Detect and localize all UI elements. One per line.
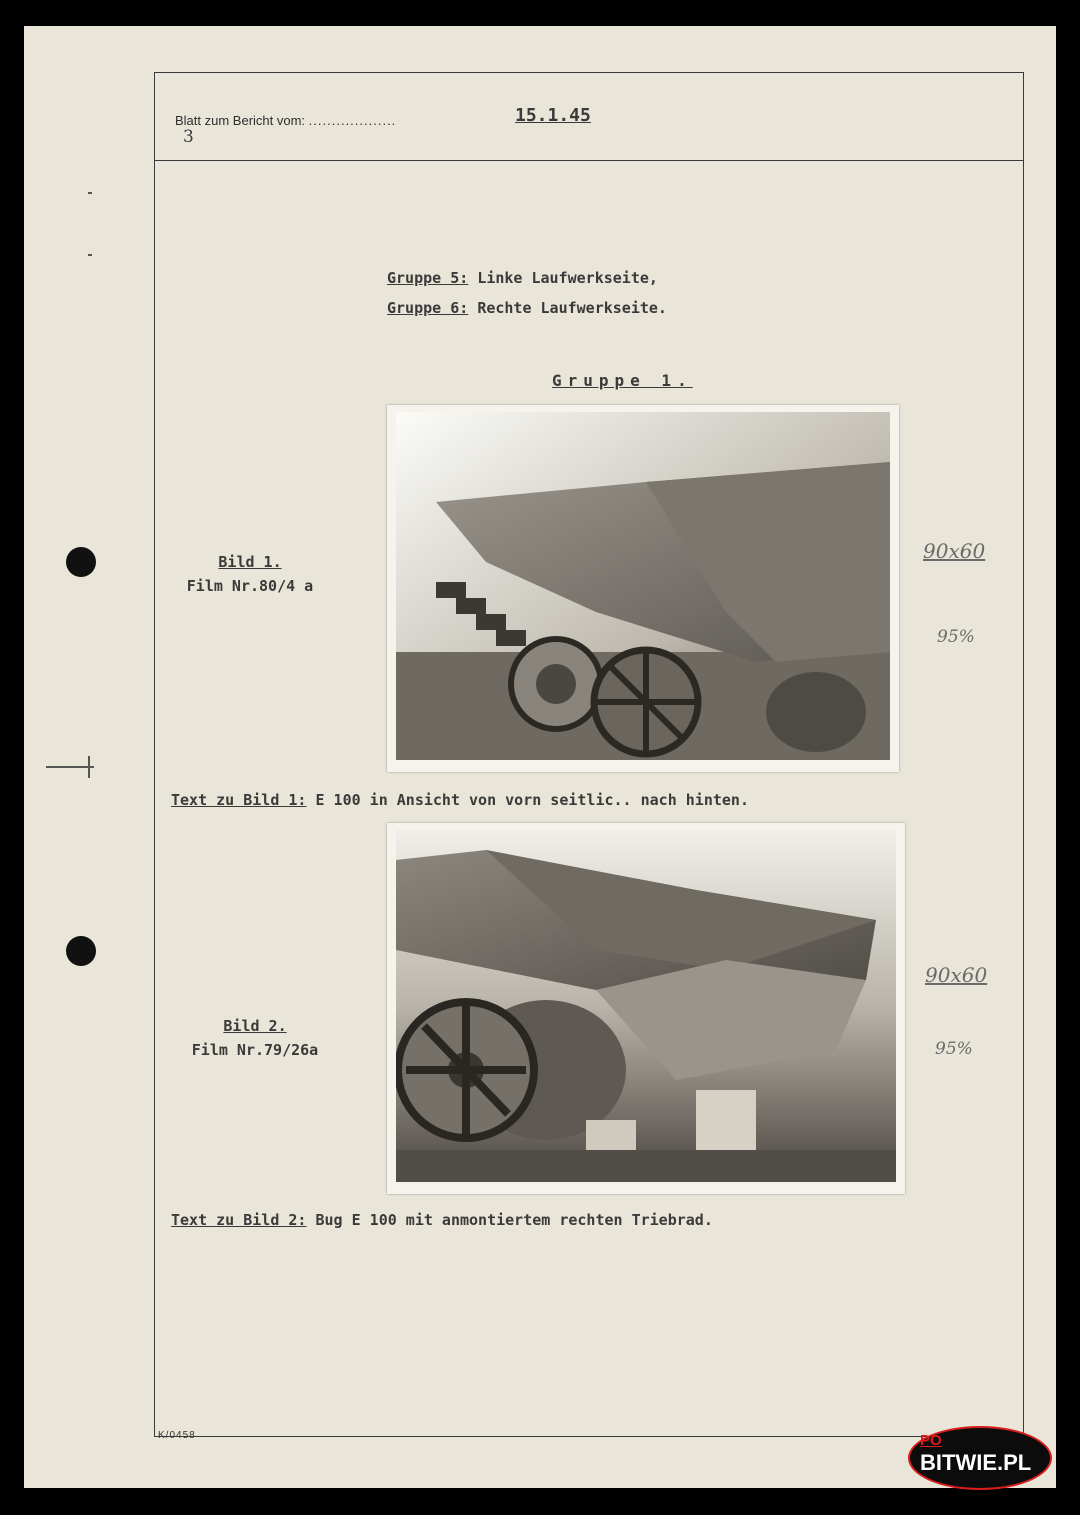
group-5-text: Linke Laufwerkseite, xyxy=(477,269,658,287)
watermark-logo xyxy=(908,1426,1052,1490)
photo-2-image xyxy=(396,830,896,1182)
photo-2-percent-note: 95% xyxy=(935,1039,973,1059)
group-5-label: Gruppe 5: xyxy=(387,269,469,287)
photo-1-size-note: 90x60 xyxy=(923,539,986,563)
photo-2-title: Bild 2. xyxy=(223,1017,287,1035)
photo-1-image xyxy=(396,412,890,760)
report-dots: ................... xyxy=(308,113,397,128)
photo-1 xyxy=(387,405,899,772)
watermark-main: BITWIE.PL xyxy=(920,1450,1032,1475)
group-6-text: Rechte Laufwerkseite. xyxy=(477,299,667,317)
fold-mark xyxy=(88,756,90,778)
photo-2-film: Film Nr.79/26a xyxy=(191,1041,319,1059)
photo-2-caption-label: Text zu Bild 2: xyxy=(171,1211,307,1229)
report-label xyxy=(175,113,396,128)
photo-1-percent-note: 95% xyxy=(937,627,975,647)
group-6-label: Gruppe 6: xyxy=(387,299,469,317)
group-line-6 xyxy=(387,299,667,317)
group-1-heading: Gruppe 1. xyxy=(552,371,693,390)
sheet-number: 3 xyxy=(183,127,194,147)
watermark-top: PO xyxy=(920,1432,942,1449)
photo-1-caption xyxy=(171,791,749,809)
photo-2-caption-text: Bug E 100 mit anmontiertem rechten Triebrad. xyxy=(315,1211,713,1229)
margin-tick xyxy=(88,254,92,256)
photo-1-label xyxy=(140,553,360,595)
photo-2-label xyxy=(145,1017,365,1059)
document-page xyxy=(24,26,1056,1488)
punch-hole-bottom xyxy=(66,936,96,966)
photo-2-size-note: 90x60 xyxy=(925,963,988,987)
margin-tick xyxy=(88,192,92,194)
photo-1-caption-label: Text zu Bild 1: xyxy=(171,791,307,809)
form-frame xyxy=(154,72,1024,1437)
punch-hole-top xyxy=(66,547,96,577)
photo-2 xyxy=(387,823,905,1194)
group-line-5 xyxy=(387,269,658,287)
photo-2-caption xyxy=(171,1211,713,1229)
fold-mark xyxy=(46,766,94,768)
header-rule xyxy=(155,160,1023,161)
report-date: 15.1.45 xyxy=(515,105,591,126)
photo-1-title: Bild 1. xyxy=(218,553,282,571)
report-label-text: Blatt zum Bericht vom: xyxy=(175,113,306,128)
form-code: K/0458 xyxy=(158,1430,196,1441)
photo-1-caption-text: E 100 in Ansicht von vorn seitlic.. nach hinten. xyxy=(315,791,749,809)
photo-1-film: Film Nr.80/4 a xyxy=(186,577,314,595)
